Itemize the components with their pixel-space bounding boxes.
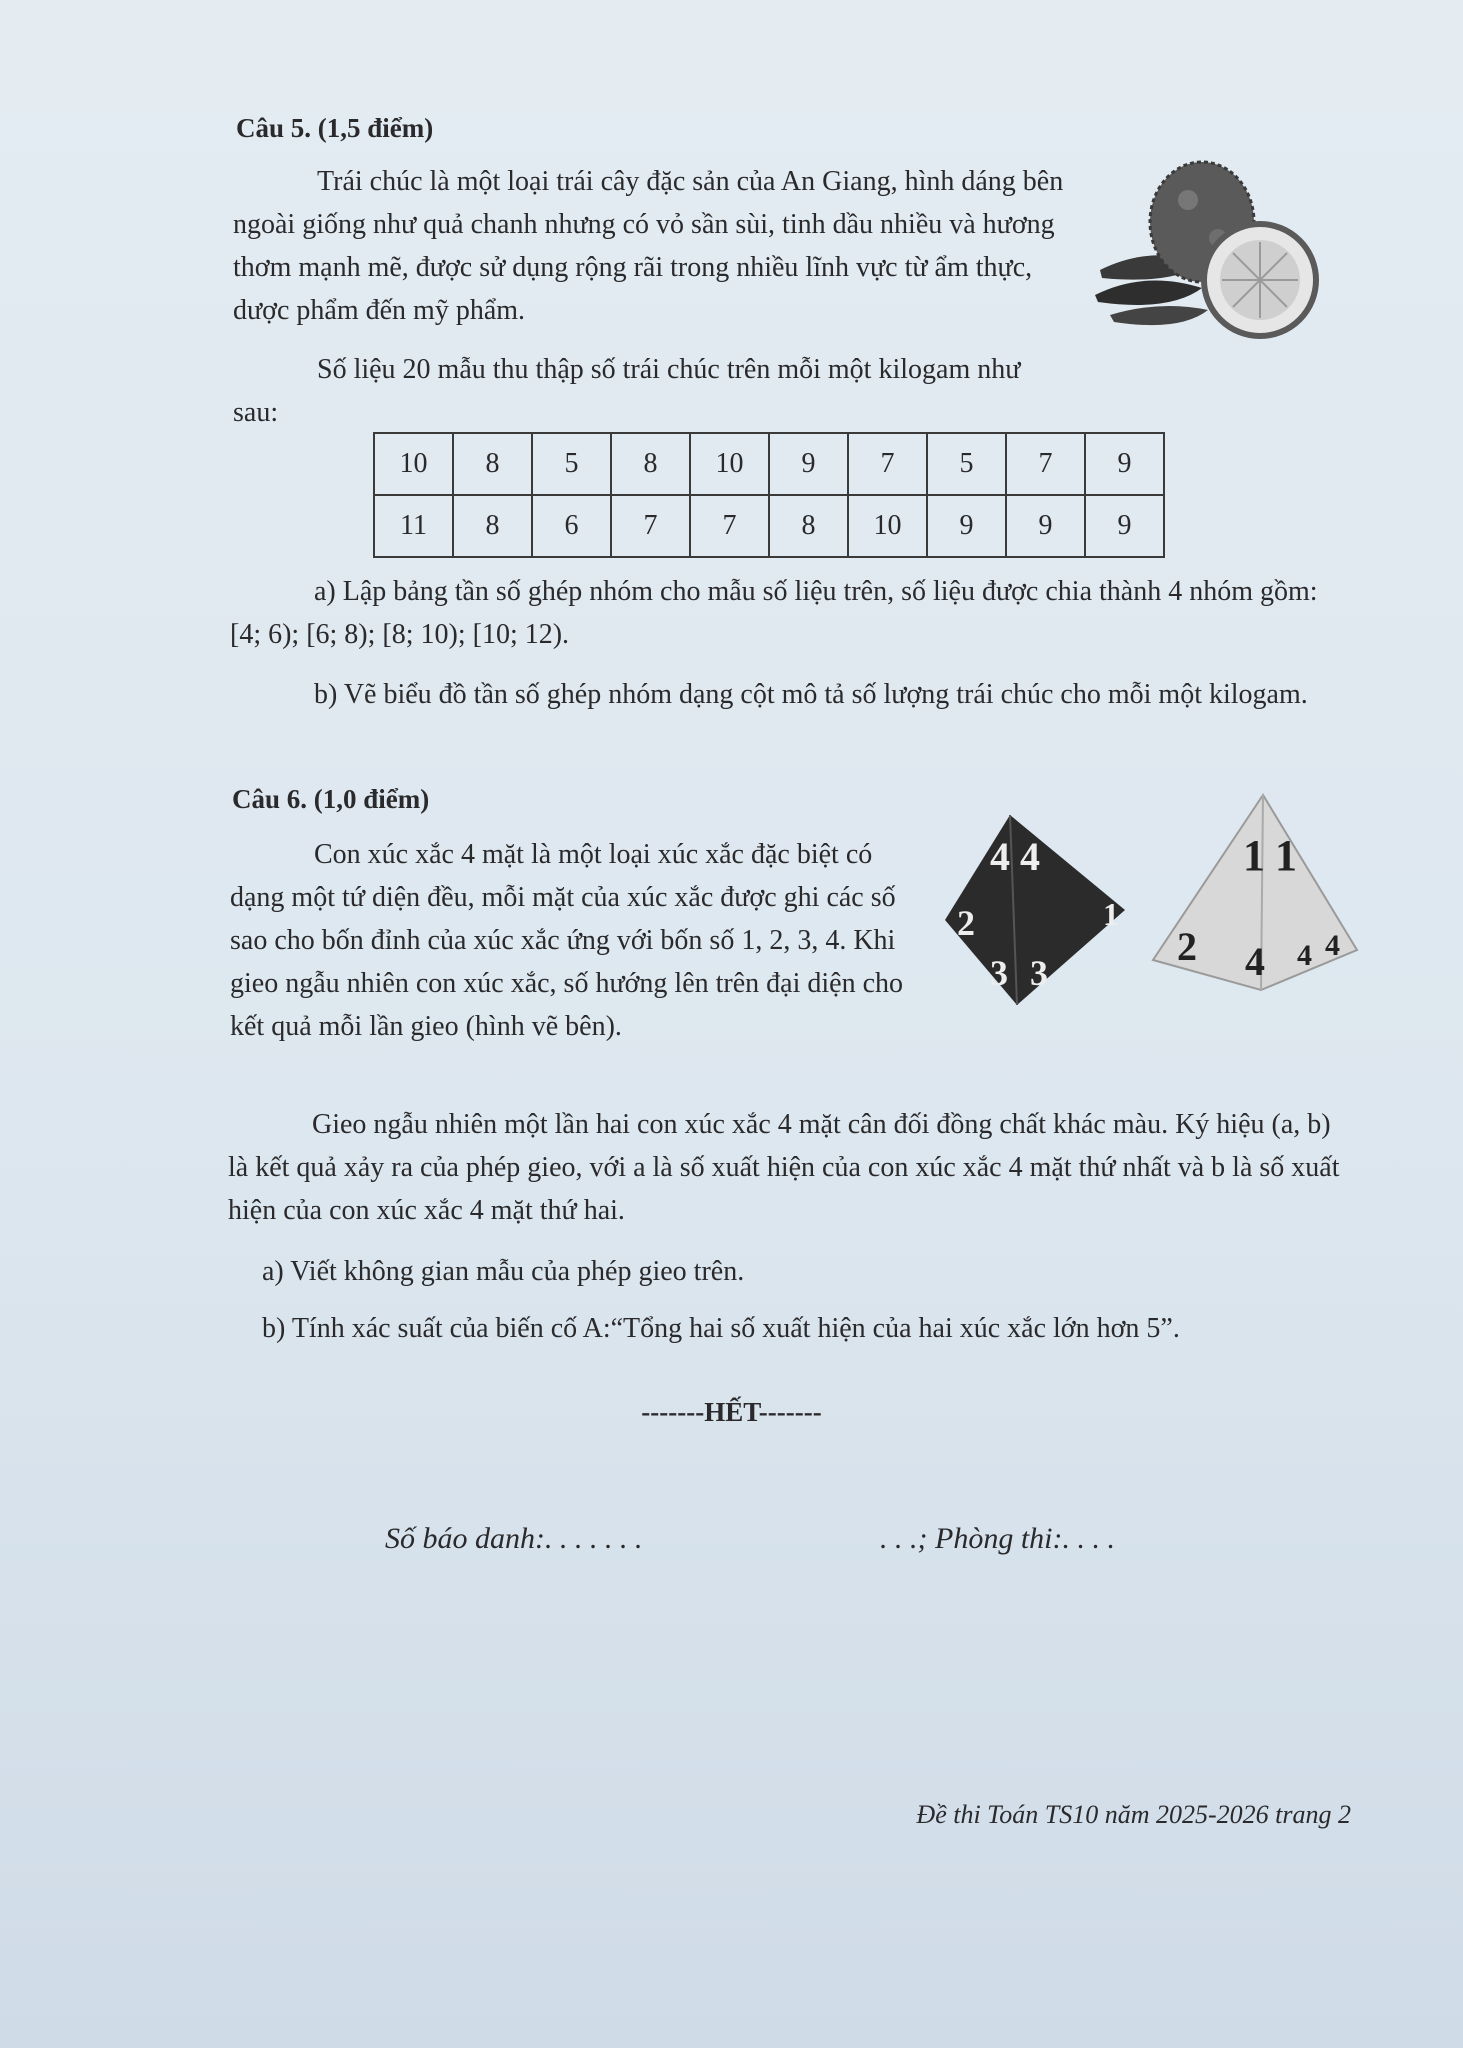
table-cell: 8: [453, 433, 532, 495]
question-5-part-b: b) Vẽ biểu đồ tần số ghép nhóm dạng cột mô tả số lượng trái chúc cho mỗi một kilogam.: [314, 679, 1308, 710]
question-5-title: Câu 5. (1,5 điểm): [236, 113, 434, 143]
table-cell: 9: [769, 433, 848, 495]
dice-light-label: 4: [1297, 939, 1312, 972]
table-cell: 10: [690, 433, 769, 495]
table-cell: 10: [848, 495, 927, 557]
question-6-body: Gieo ngẫu nhiên một lần hai con xúc xắc 4 mặt cân đối đồng chất khác màu. Ký hiệu (a, b) là kết quả xảy ra của phép gieo, với a là số xuất hiện của con xúc xắc 4 mặt thứ nhất và b là số xuất hiện của con xúc xắc 4 mặt thứ hai.: [228, 1109, 1340, 1226]
trai-chuc-fruit-image: [1090, 150, 1330, 350]
table-cell: 7: [690, 495, 769, 557]
dice-dark-label: 4: [1020, 834, 1040, 879]
table-row: [374, 433, 1164, 495]
question-6-part-a: a) Viết không gian mẫu của phép gieo trên.: [262, 1256, 745, 1287]
dice-light-label: 1: [1275, 831, 1297, 880]
question-6-part-b: b) Tính xác suất của biến cố A:“Tổng hai số xuất hiện của hai xúc xắc lớn hơn 5”.: [262, 1313, 1180, 1344]
table-cell: 8: [453, 495, 532, 557]
table-row: [374, 495, 1164, 557]
dice-light-label: 2: [1177, 924, 1197, 969]
table-cell: 10: [374, 433, 453, 495]
end-mark: -------HẾT-------: [641, 1397, 822, 1427]
table-cell: 7: [1006, 433, 1085, 495]
table-cell: 7: [848, 433, 927, 495]
page-footer-note: Đề thi Toán TS10 năm 2025-2026 trang 2: [916, 1800, 1351, 1829]
question-5-intro: Trái chúc là một loại trái cây đặc sản của An Giang, hình dáng bên ngoài giống như quả chanh nhưng có vỏ sần sùi, tinh dầu nhiều và hương thơm mạnh mẽ, được sử dụng rộng rãi trong nhiều lĩnh vực từ ẩm thực, dược phẩm đến mỹ phẩm.: [233, 166, 1064, 326]
question-5-part-a: a) Lập bảng tần số ghép nhóm cho mẫu số liệu trên, số liệu được chia thành 4 nhóm gồm: [4; 6); [6; 8); [8; 10); [10; 12).: [230, 576, 1318, 650]
dice-light-label: 4: [1245, 939, 1265, 984]
table-cell: 7: [611, 495, 690, 557]
table-cell: 8: [769, 495, 848, 557]
table-cell: 9: [927, 495, 1006, 557]
candidate-number-field: Số báo danh:. . . . . . .: [385, 1522, 643, 1555]
sample-data-table: [373, 432, 1165, 558]
dice-dark-label: 2: [957, 903, 975, 943]
dice-light-label: 1: [1243, 831, 1265, 880]
table-cell: 6: [532, 495, 611, 557]
table-cell: 5: [532, 433, 611, 495]
question-5-data-intro: Số liệu 20 mẫu thu thập số trái chúc trên mỗi một kilogam như sau:: [233, 354, 1021, 428]
table-cell: 9: [1085, 433, 1164, 495]
table-cell: 8: [611, 433, 690, 495]
table-cell: 9: [1006, 495, 1085, 557]
question-6-intro: Con xúc xắc 4 mặt là một loại xúc xắc đặc biệt có dạng một tứ diện đều, mỗi mặt của xúc xắc được ghi các số sao cho bốn đỉnh của xúc xắc ứng với bốn số 1, 2, 3, 4. Khi gieo ngẫu nhiên con xúc xắc, số hướng lên trên đại diện cho kết quả mỗi lần gieo (hình vẽ bên).: [230, 839, 904, 1042]
table-cell: 11: [374, 495, 453, 557]
table-cell: 9: [1085, 495, 1164, 557]
dice-dark-label: 3: [990, 953, 1008, 993]
dice-dark-label: 3: [1030, 953, 1048, 993]
tetrahedral-dice-image: [925, 785, 1365, 1020]
table-cell: 5: [927, 433, 1006, 495]
dice-dark-label: 1: [1103, 896, 1119, 932]
exam-room-field: . . .; Phòng thi:. . . .: [880, 1522, 1115, 1555]
dice-light-label: 4: [1325, 929, 1340, 962]
dice-dark-label: 4: [990, 834, 1010, 879]
question-6-title: Câu 6. (1,0 điểm): [232, 784, 430, 814]
